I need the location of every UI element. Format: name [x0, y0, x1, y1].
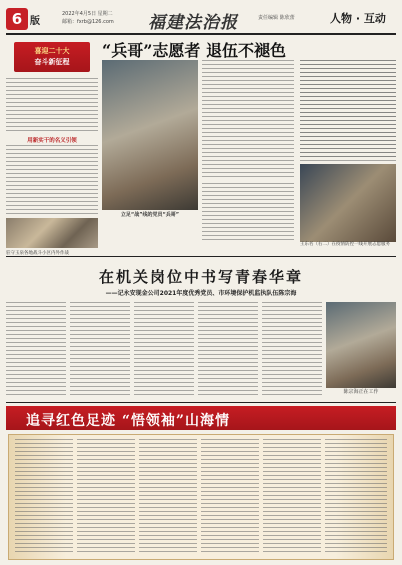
feature-col-2 [70, 302, 130, 396]
left-photo-caption: 驻守玉泉各地战斗小区内外作战 [6, 251, 69, 256]
banner-line-1: 喜迎二十大 [34, 47, 70, 55]
bottom-col-1 [15, 439, 73, 555]
header-rule [6, 33, 396, 35]
feature-col-5 [262, 302, 322, 348]
right-top-column [300, 60, 396, 250]
lead-photo [102, 60, 198, 210]
feature-story [6, 258, 396, 398]
feature-col-5b [262, 350, 322, 396]
lead-headline: “兵哥”志愿者 退伍不褪色 [102, 41, 286, 60]
lead-photo-caption: 立足“战”线的党员“兵哥” [120, 212, 180, 218]
bottom-banner [6, 406, 396, 430]
section-title: 人物 · 互动 [330, 12, 386, 25]
masthead: 福建法治报 [148, 13, 238, 33]
left-body-text-2 [6, 145, 98, 215]
right-photo [300, 164, 396, 242]
bottom-story [6, 404, 396, 562]
right-body-text [300, 60, 396, 160]
bottom-col-3 [139, 439, 197, 555]
bottom-scroll [8, 434, 394, 560]
page-number-badge [6, 8, 28, 30]
feature-headline: 在机关岗位中书写青春华章 [98, 268, 303, 286]
page-header [0, 0, 402, 40]
right-photo-caption: 王东名（右二）在疫情防控一线开展志愿服务 [300, 242, 390, 247]
banner-line-2: 奋斗新征程 [34, 58, 70, 66]
lead-body-col-3 [202, 183, 294, 243]
lead-body-col-1 [202, 60, 294, 180]
page-section-label: 版 [30, 16, 40, 27]
feature-col-1 [6, 302, 66, 396]
feature-col-4 [198, 302, 258, 396]
feature-subhead: ——记永安现金公司2021年度优秀党员、市环境保护机监执队伍陈宗海 [105, 290, 297, 297]
bottom-col-6 [325, 439, 387, 555]
bottom-col-5 [263, 439, 321, 555]
bottom-headline: 追寻红色足迹 “悟领袖”山海情 [26, 413, 230, 429]
feature-photo-caption: 陈宗海正在工作 [343, 389, 379, 395]
feature-col-3 [134, 302, 194, 396]
left-subhead: 用新实干的名义引领 [27, 138, 77, 144]
divider-1 [6, 256, 396, 257]
date-line: 2022年4月5日 星期二 [62, 11, 113, 17]
left-body-text-1 [6, 78, 98, 134]
header-right-small: 责任编辑 陈欣蕾 [258, 15, 295, 21]
feature-photo [326, 302, 396, 388]
page-number: 6 [11, 10, 23, 28]
left-banner [14, 42, 90, 72]
bottom-col-2 [77, 439, 135, 555]
bottom-col-4 [201, 439, 259, 555]
left-photo [6, 218, 98, 248]
left-column [6, 38, 98, 258]
divider-2 [6, 402, 396, 403]
editor-line: 邮箱：fxrb@126.com [62, 19, 114, 25]
